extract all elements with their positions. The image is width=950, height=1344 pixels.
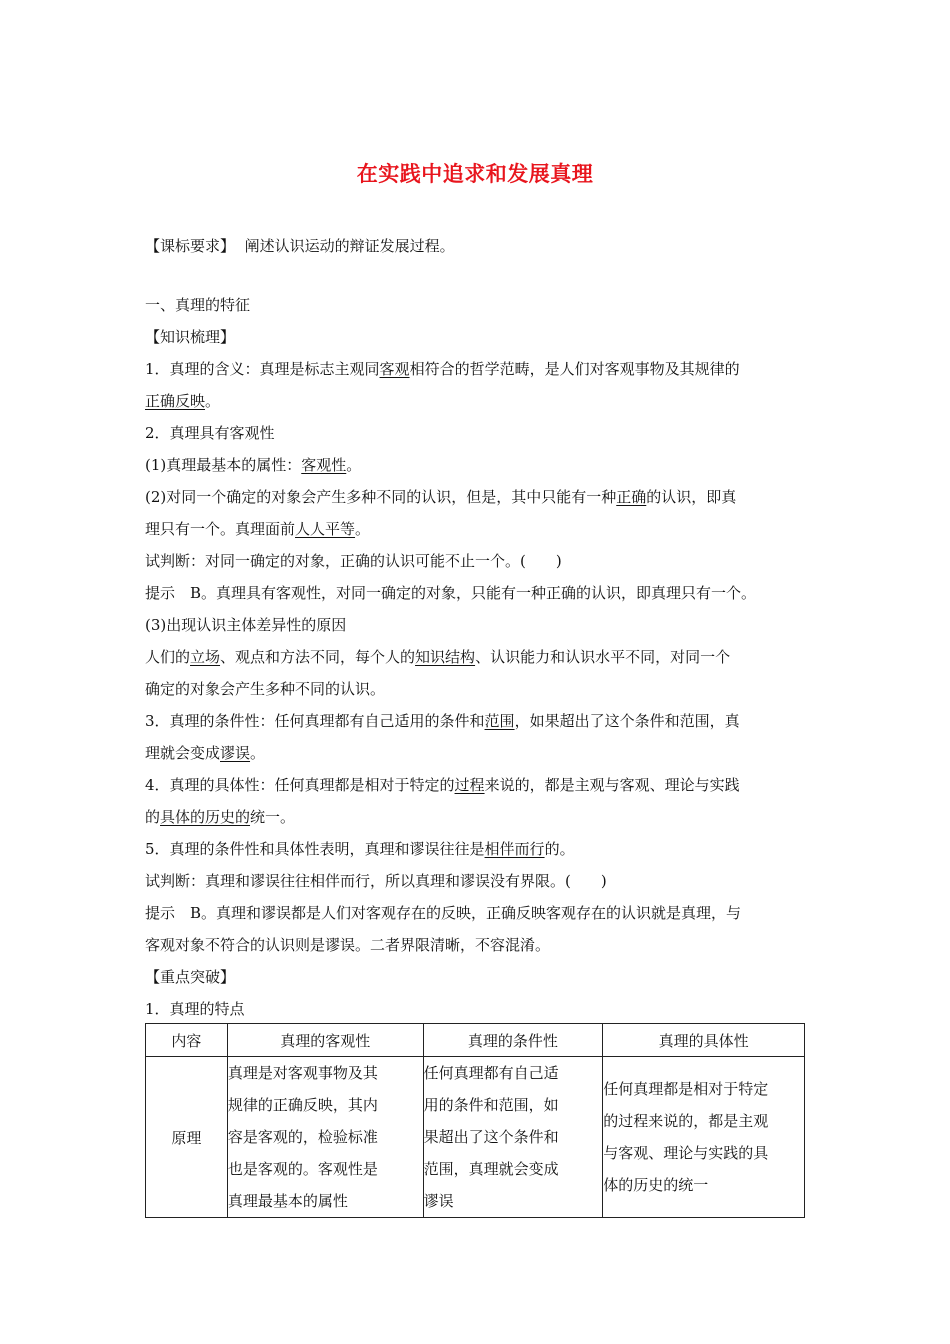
objectivity-cell — [227, 1057, 423, 1218]
conditionality-cell — [423, 1057, 603, 1218]
cell-line: 也是客观的。客观性是 — [227, 1160, 378, 1178]
item3-line1 — [145, 711, 740, 731]
item4-line1 — [145, 775, 740, 795]
hint-1: 提示 B。真理具有客观性，对同一确定的对象，只能有一种正确的认识，即真理只有一个。 — [145, 584, 757, 602]
judge-question-1: 试判断：对同一确定的对象，正确的认识可能不止一个。( ) — [145, 552, 562, 570]
text: 3．真理的条件性：任何真理都有自己适用的条件和 — [145, 712, 485, 730]
header-cell: 真理的客观性 — [227, 1024, 423, 1057]
header-cell: 真理的条件性 — [423, 1024, 603, 1057]
blank-answer: 立场 — [190, 648, 221, 666]
text: 、观点和方法不同，每个人的 — [220, 648, 416, 666]
text: 相符合的哲学范畴，是人们对客观事物及其规律的 — [409, 360, 740, 378]
header-cell: 真理的具体性 — [603, 1024, 805, 1057]
text: 5．真理的条件性和具体性表明，真理和谬误往往是 — [145, 840, 485, 858]
cell-line: 容是客观的，检验标准 — [227, 1128, 378, 1146]
standard-tag: 【课标要求】 — [145, 237, 236, 255]
blank-answer: 过程 — [454, 776, 485, 794]
blank-answer: 人人平等 — [295, 520, 356, 538]
hint-2-line1: 提示 B。真理和谬误都是人们对客观存在的反映，正确反映客观存在的认识就是真理，与 — [145, 904, 742, 922]
text: 4．真理的具体性：任何真理都是相对于特定的 — [145, 776, 455, 794]
cell-line: 任何真理都有自己适 — [423, 1064, 559, 1082]
standard-text: 阐述认识运动的辩证发展过程。 — [244, 237, 455, 255]
cell-line: 谬误 — [423, 1192, 454, 1210]
text: 理只有一个。真理面前 — [145, 520, 296, 538]
knowledge-tag: 【知识梳理】 — [145, 328, 236, 346]
cell-line: 与客观、理论与实践的具 — [603, 1144, 769, 1162]
cell-line: 规律的正确反映，其内 — [227, 1096, 378, 1114]
header-cell: 内容 — [146, 1024, 228, 1057]
item4-line2 — [145, 807, 295, 827]
text: (1)真理最基本的属性： — [145, 456, 302, 474]
cell-line: 范围，真理就会变成 — [423, 1160, 559, 1178]
cell-line: 用的条件和范围，如 — [423, 1096, 559, 1114]
text: 统一。 — [250, 808, 296, 826]
concreteness-cell — [603, 1057, 805, 1218]
item2: 2．真理具有客观性 — [145, 424, 275, 442]
blank-answer: 客观 — [379, 360, 410, 378]
text: 理就会变成 — [145, 744, 221, 762]
item5 — [145, 839, 575, 859]
reason-line1 — [145, 647, 730, 667]
text: (2)对同一个确定的对象会产生多种不同的认识，但是，其中只能有一种 — [145, 488, 617, 506]
text: ，如果超出了这个条件和范围，真 — [514, 712, 740, 730]
item2-3: (3)出现认识主体差异性的原因 — [145, 616, 347, 634]
row-label: 原理 — [146, 1057, 228, 1218]
blank-answer: 相伴而行 — [484, 840, 545, 858]
cell-line: 体的历史的统一 — [603, 1176, 709, 1194]
item1-line2 — [145, 391, 220, 411]
key-points-tag: 【重点突破】 — [145, 968, 236, 986]
blank-answer: 具体的历史的 — [160, 808, 251, 826]
text: 来说的，都是主观与客观、理论与实践 — [484, 776, 740, 794]
reason-line2: 确定的对象会产生多种不同的认识。 — [145, 680, 386, 698]
cell-line: 真理最基本的属性 — [227, 1192, 348, 1210]
key-point-1: 1．真理的特点 — [145, 1000, 245, 1018]
item2-2-line1 — [145, 487, 736, 507]
page-title: 在实践中追求和发展真理 — [356, 161, 594, 186]
blank-answer: 正确反映 — [145, 392, 206, 410]
text: 1．真理的含义：真理是标志主观同 — [145, 360, 380, 378]
blank-answer: 正确 — [616, 488, 647, 506]
text: 、认识能力和认识水平不同，对同一个 — [475, 648, 731, 666]
hint-2-line2: 客观对象不符合的认识则是谬误。二者界限清晰，不容混淆。 — [145, 936, 551, 954]
blank-answer: 知识结构 — [415, 648, 476, 666]
item2-2-line2 — [145, 519, 370, 539]
table-header-row — [146, 1024, 805, 1057]
cell-line: 的过程来说的，都是主观 — [603, 1112, 769, 1130]
text: 的认识，即真 — [646, 488, 737, 506]
text: 。 — [205, 392, 221, 410]
judge-question-2: 试判断：真理和谬误往往相伴而行，所以真理和谬误没有界限。( ) — [145, 872, 607, 890]
item3-line2 — [145, 743, 265, 763]
cell-line: 任何真理都是相对于特定 — [603, 1080, 769, 1098]
text: 。 — [355, 520, 371, 538]
blank-answer: 客观性 — [301, 456, 347, 474]
cell-line: 果超出了这个条件和 — [423, 1128, 559, 1146]
blank-answer: 谬误 — [220, 744, 251, 762]
text: 。 — [250, 744, 266, 762]
cell-line: 真理是对客观事物及其 — [227, 1064, 378, 1082]
item2-1 — [145, 455, 361, 475]
truth-features-table — [145, 1023, 805, 1218]
text: 人们的 — [145, 648, 191, 666]
text: 。 — [346, 456, 362, 474]
section-heading: 一、真理的特征 — [145, 296, 251, 314]
text: 的 — [145, 808, 161, 826]
table-row — [146, 1057, 805, 1218]
blank-answer: 范围 — [484, 712, 515, 730]
item1-line1 — [145, 359, 740, 379]
text: 的。 — [544, 840, 575, 858]
curriculum-standard — [145, 236, 455, 256]
